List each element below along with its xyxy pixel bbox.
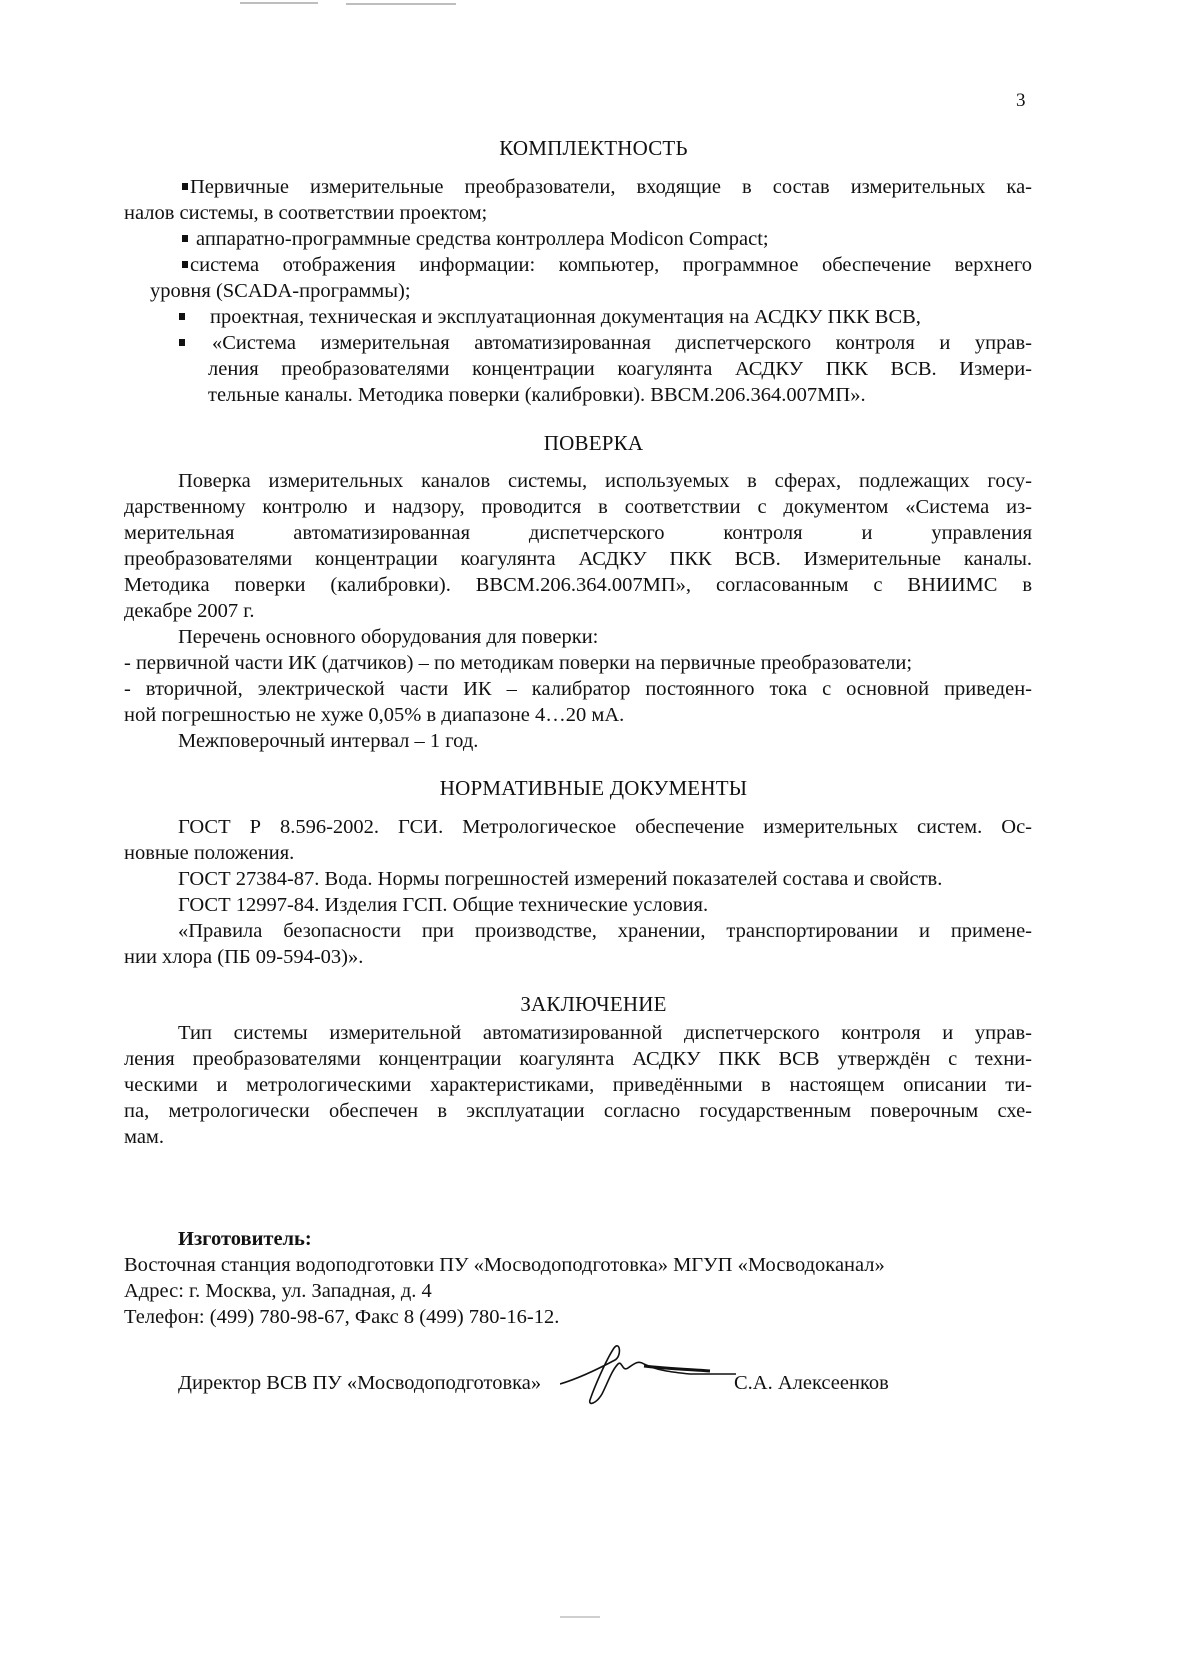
paragraph-line: дарственному контролю и надзору, проводится в соответствии с документом «Система из- [124,496,1032,518]
bullet-icon [179,339,185,346]
paragraph-line: новные положения. [124,842,295,864]
paragraph-line: преобразователями концентрации коагулянта АСДКУ ПКК ВСВ. Измерительные каналы. [124,548,1032,570]
paragraph-line: - вторичной, электрической части ИК – калибратор постоянного тока с основной приведен- [124,678,1032,700]
paragraph-line: ления преобразователями концентрации коагулянта АСДКУ ПКК ВСВ утверждён с техни- [124,1048,1032,1070]
signatory-name: С.А. Алексеенков [734,1372,889,1394]
list-item-line: тельные каналы. Методика поверки (калибровки). ВВСМ.206.364.007МП». [208,384,866,406]
handwritten-signature-icon [560,1338,740,1408]
paragraph-line: «Правила безопасности при производстве, хранении, транспортировании и примене- [178,920,1032,942]
bullet-icon [179,313,185,320]
paragraph-line: ГОСТ Р 8.596-2002. ГСИ. Метрологическое обеспечение измерительных систем. Ос- [178,816,1032,838]
section-heading-poverka: ПОВЕРКА [543,431,644,455]
manufacturer-label: Изготовитель: [178,1228,312,1250]
list-item-line: система отображения информации: компьютер, программное обеспечение верхнего [190,254,1032,276]
section-heading-komplektnost: КОМПЛЕКТНОСТЬ [499,136,688,160]
scan-artifact-bottom [560,1616,600,1618]
list-item-line: Первичные измерительные преобразователи, входящие в состав измерительных ка- [190,176,1032,198]
paragraph-line: Перечень основного оборудования для поверки: [178,626,599,648]
section-heading-zaklyuchenie: ЗАКЛЮЧЕНИЕ [520,992,667,1016]
manufacturer-address: Адрес: г. Москва, ул. Западная, д. 4 [124,1280,432,1302]
page-number: 3 [1016,90,1026,111]
list-item-line: «Система измерительная автоматизированная диспетчерского контроля и управ- [212,332,1032,354]
paragraph-line: ГОСТ 27384-87. Вода. Нормы погрешностей измерений показателей состава и свойств. [178,868,943,890]
paragraph-line: Межповерочный интервал – 1 год. [178,730,479,752]
paragraph-line: ГОСТ 12997-84. Изделия ГСП. Общие технические условия. [178,894,709,916]
paragraph-line: Методика поверки (калибровки). ВВСМ.206.364.007МП», согласованным с ВНИИМС в [124,574,1032,596]
list-item-line: ления преобразователями концентрации коагулянта АСДКУ ПКК ВСВ. Измери- [208,358,1032,380]
list-item-line: налов системы, в соответствии проектом; [124,202,488,224]
bullet-icon [182,235,188,242]
manufacturer-name: Восточная станция водоподготовки ПУ «Мосводоподготовка» МГУП «Мосводоканал» [124,1254,885,1276]
paragraph-line: нии хлора (ПБ 09-594-03)». [124,946,364,968]
paragraph-line: мам. [124,1126,165,1148]
list-item-line: уровня (SCADA-программы); [150,280,411,302]
scan-artifact-top [240,2,318,4]
paragraph-line: Тип системы измерительной автоматизированной диспетчерского контроля и управ- [178,1022,1032,1044]
paragraph-line: мерительная автоматизированная диспетчерского контроля и управления [124,522,1032,544]
bullet-icon [182,261,188,268]
section-heading-normativ: НОРМАТИВНЫЕ ДОКУМЕНТЫ [439,776,748,800]
paragraph-line: па, метрологически обеспечен в эксплуатации согласно государственным поверочным схе- [124,1100,1032,1122]
paragraph-line: декабре 2007 г. [124,600,255,622]
scan-artifact-top [346,3,456,5]
manufacturer-phone: Телефон: (499) 780-98-67, Факс 8 (499) 780-16-12. [124,1306,560,1328]
list-item-line: аппаратно-программные средства контроллера Modicon Compact; [196,228,769,250]
paragraph-line: ческими и метрологическими характеристиками, приведёнными в настоящем описании ти- [124,1074,1032,1096]
paragraph-line: Поверка измерительных каналов системы, используемых в сферах, подлежащих госу- [178,470,1032,492]
list-item-line: проектная, техническая и эксплуатационная документация на АСДКУ ПКК ВСВ, [210,306,921,328]
bullet-icon [182,183,188,190]
signatory-position: Директор ВСВ ПУ «Мосводоподготовка» [178,1372,542,1394]
paragraph-line: - первичной части ИК (датчиков) – по методикам поверки на первичные преобразователи; [124,652,913,674]
paragraph-line: ной погрешностью не хуже 0,05% в диапазоне 4…20 мА. [124,704,625,726]
